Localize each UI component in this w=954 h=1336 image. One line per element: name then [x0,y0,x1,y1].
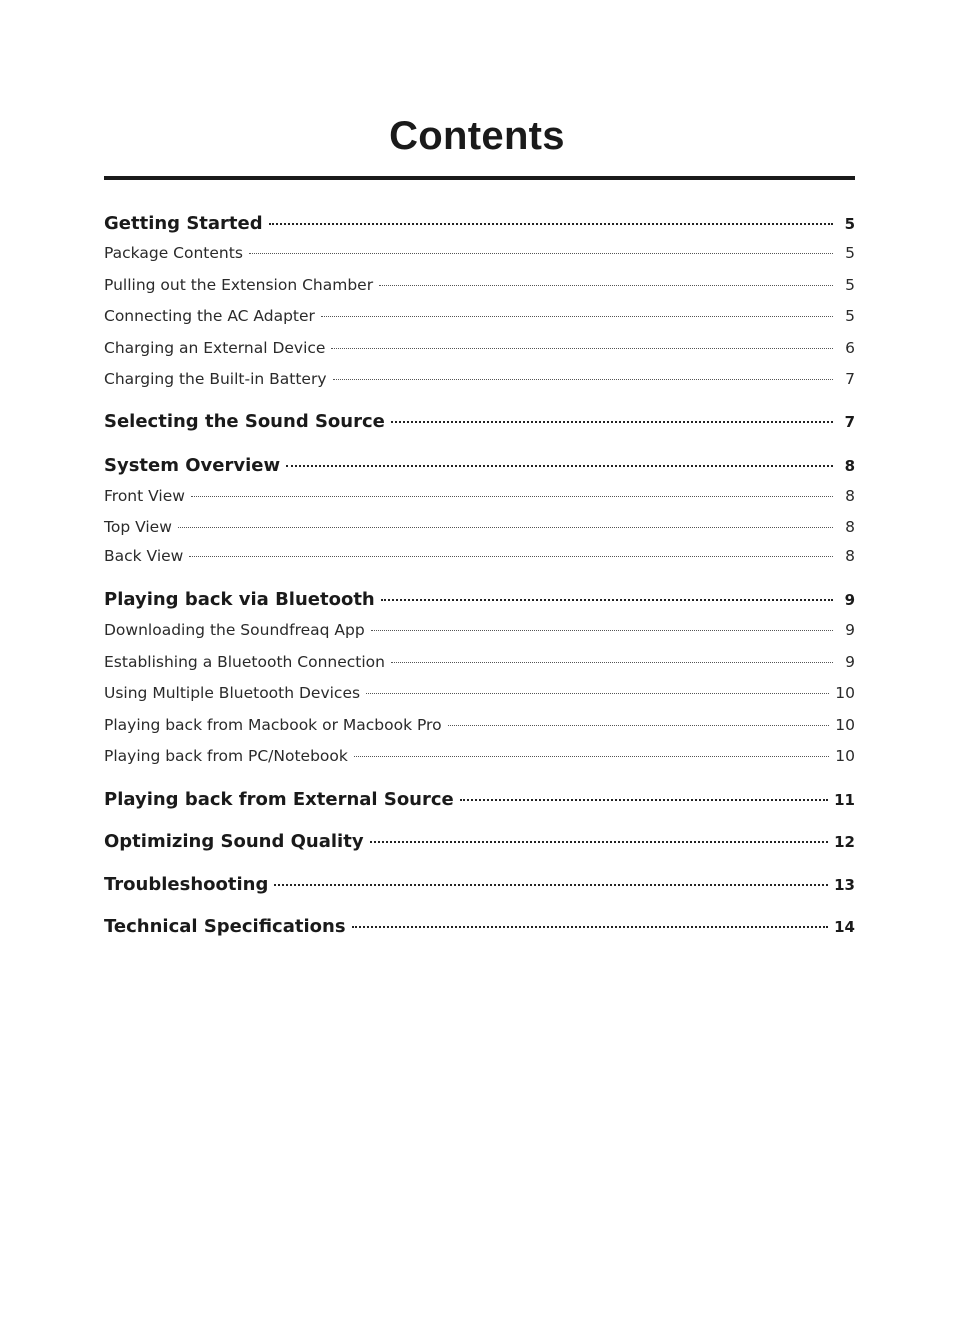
toc-entry-page-number: 13 [834,876,855,894]
toc-entry-label: Optimizing Sound Quality [104,831,364,852]
toc-section-entry[interactable] [104,338,855,358]
toc-chapter-entry[interactable] [104,830,855,854]
toc-section-entry[interactable] [104,486,855,506]
dot-leader [189,556,833,557]
toc-entry-label: Playing back from External Source [104,789,454,810]
dot-leader [286,465,833,467]
toc-chapter-entry[interactable] [104,588,855,612]
toc-section-entry[interactable] [104,306,855,326]
dot-leader [321,316,833,317]
toc-entry-label: Using Multiple Bluetooth Devices [104,684,361,702]
dot-leader [391,421,833,423]
toc-chapter-entry[interactable] [104,212,855,236]
toc-entry-label: Back View [104,547,184,565]
dot-leader [381,599,833,601]
toc-entry-page-number: 8 [844,457,855,475]
dot-leader [191,496,833,497]
toc-entry-page-number: 9 [845,653,855,671]
dot-leader [274,884,828,886]
toc-entry-page-number: 9 [845,621,855,639]
toc-chapter-entry[interactable] [104,454,855,478]
dot-leader [249,253,833,254]
toc-entry-page-number: 5 [844,215,855,233]
toc-entry-page-number: 8 [845,547,855,565]
toc-chapter-entry[interactable] [104,873,855,897]
toc-entry-label: Playing back from Macbook or Macbook Pro [104,716,442,734]
dot-leader [331,348,833,349]
toc-entry-label: Package Contents [104,244,243,262]
toc-entry-label: Technical Specifications [104,916,346,937]
toc-chapter-entry[interactable] [104,410,855,434]
dot-leader [354,756,829,757]
toc-entry-page-number: 10 [835,716,855,734]
toc-entry-page-number: 6 [845,339,855,357]
toc-section-entry[interactable] [104,746,855,766]
dot-leader [178,527,833,528]
toc-entry-page-number: 10 [835,684,855,702]
toc-entry-label: Getting Started [104,213,263,234]
toc-entry-label: System Overview [104,455,281,476]
toc-entry-page-number: 5 [845,307,855,325]
toc-entry-label: Playing back from PC/Notebook [104,747,348,765]
toc-chapter-entry[interactable] [104,788,855,812]
toc-entry-page-number: 7 [845,370,855,388]
dot-leader [370,841,829,843]
toc-entry-label: Establishing a Bluetooth Connection [104,653,385,671]
toc-entry-page-number: 7 [844,413,855,431]
dot-leader [366,693,829,694]
dot-leader [269,223,833,225]
toc-entry-page-number: 12 [834,833,855,851]
toc-entry-label: Downloading the Soundfreaq App [104,621,365,639]
toc-section-entry[interactable] [104,243,855,263]
page-title: Contents [389,114,565,158]
toc-section-entry[interactable] [104,652,855,672]
toc-entry-label: Connecting the AC Adapter [104,307,315,325]
toc-entry-page-number: 8 [845,518,855,536]
toc-entry-label: Pulling out the Extension Chamber [104,276,374,294]
dot-leader [379,285,833,286]
toc-entry-page-number: 5 [845,276,855,294]
toc-entry-page-number: 10 [835,747,855,765]
toc-entry-label: Charging the Built-in Battery [104,370,327,388]
toc-entry-label: Playing back via Bluetooth [104,589,375,610]
dot-leader [391,662,833,663]
toc-entry-label: Troubleshooting [104,874,269,895]
toc-section-entry[interactable] [104,517,855,537]
dot-leader [352,926,829,928]
title-divider [104,176,855,180]
toc-entry-page-number: 11 [834,791,855,809]
dot-leader [460,799,828,801]
toc-entry-page-number: 5 [845,244,855,262]
toc-entry-page-number: 8 [845,487,855,505]
toc-entry-label: Selecting the Sound Source [104,411,385,432]
toc-entry-label: Top View [104,518,172,536]
dot-leader [448,725,830,726]
dot-leader [371,630,833,631]
toc-entry-label: Charging an External Device [104,339,326,357]
toc-section-entry[interactable] [104,546,855,566]
toc-entry-page-number: 14 [834,918,855,936]
toc-entry-page-number: 9 [844,591,855,609]
toc-section-entry[interactable] [104,620,855,640]
toc-section-entry[interactable] [104,683,855,703]
dot-leader [333,379,833,380]
toc-chapter-entry[interactable] [104,915,855,939]
toc-section-entry[interactable] [104,369,855,389]
toc-section-entry[interactable] [104,275,855,295]
toc-entry-label: Front View [104,487,185,505]
toc-section-entry[interactable] [104,715,855,735]
